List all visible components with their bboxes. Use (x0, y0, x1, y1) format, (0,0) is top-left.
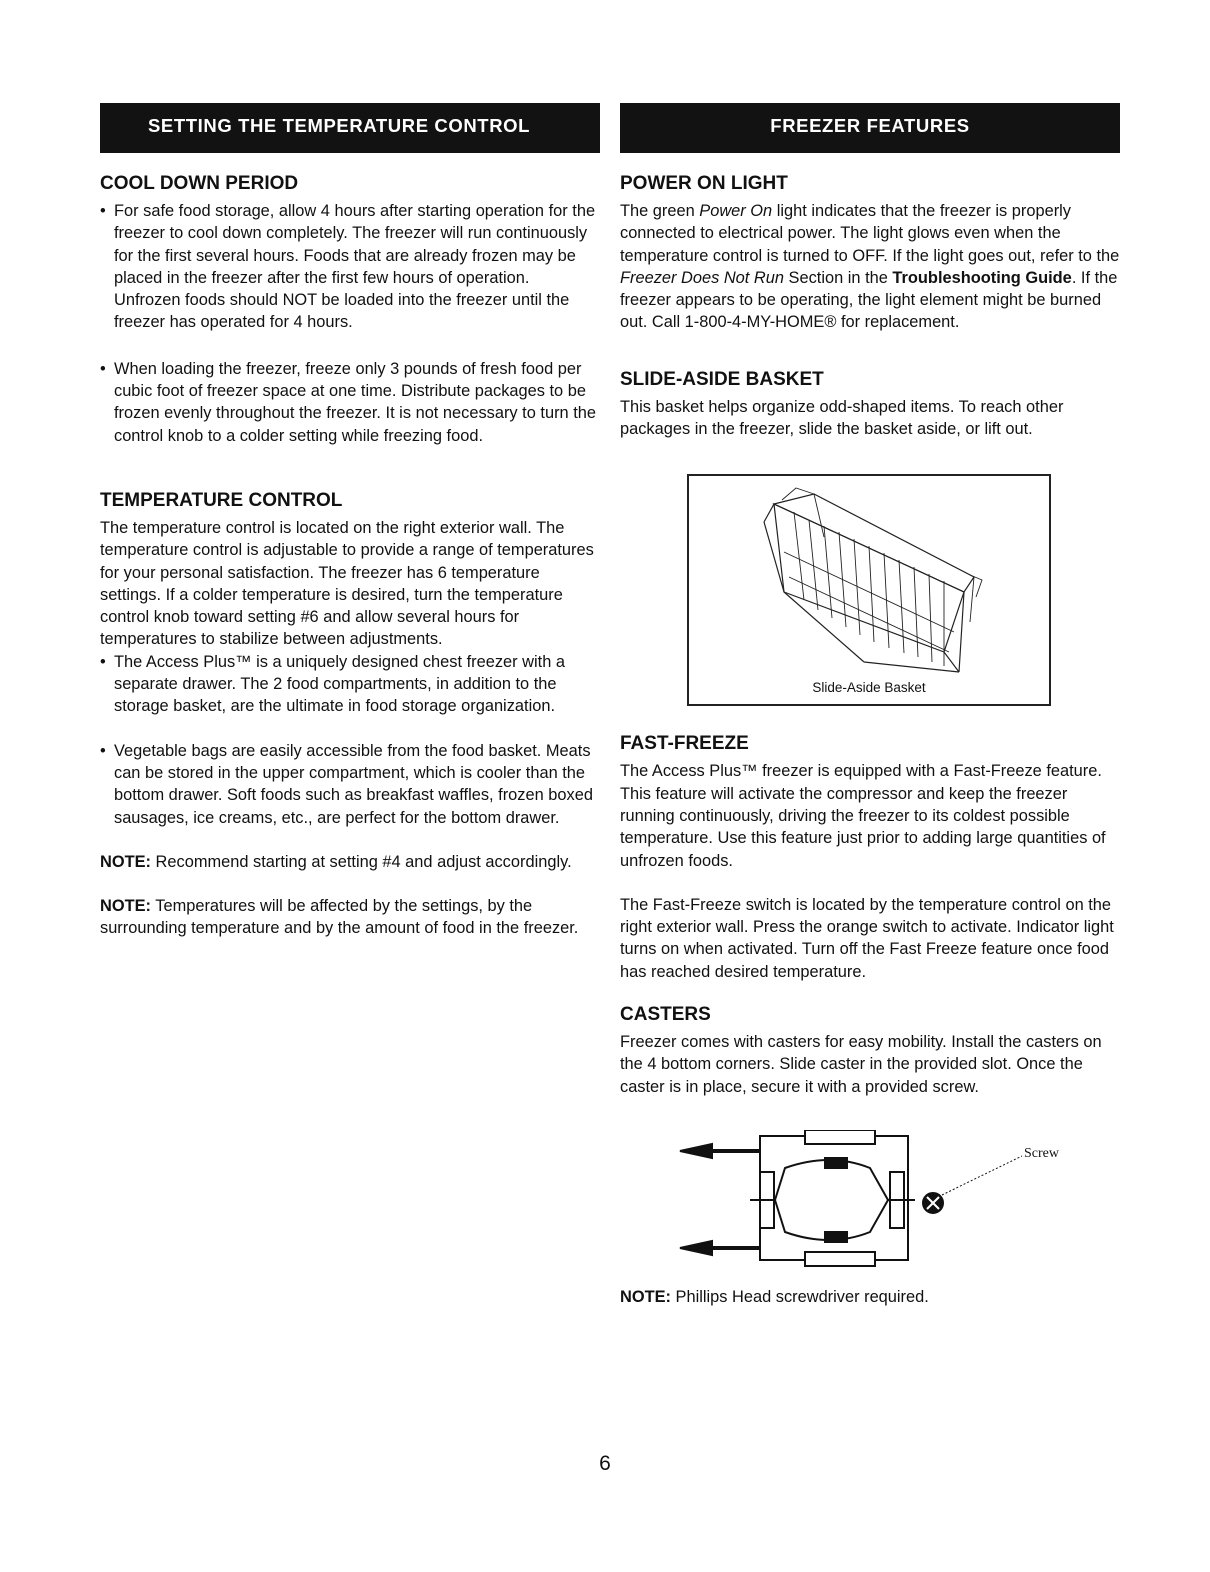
arrow-left-icon (680, 1241, 760, 1255)
fast-freeze-body-1: The Access Plus™ freezer is equipped with a Fast-Freeze feature. This feature will activate the compressor and keep the freezer running continuously, driving the freezer to its coldest possible temperature. Use this feature just prior to adding large quantities of unfrozen foods. (620, 762, 1106, 870)
basket-outline (764, 494, 974, 672)
casters-body: Freezer comes with casters for easy mobility. Install the casters on the 4 bottom corners. Slide caster in the provided slot. Once the caster is in place, secure it with a provided screw. (620, 1033, 1102, 1096)
fast-freeze-heading: FAST-FREEZE (620, 733, 749, 755)
note-label: NOTE: (100, 897, 151, 916)
screw-label: Screw (1024, 1145, 1059, 1161)
arrow-left-icon (680, 1144, 760, 1158)
casters-heading: CASTERS (620, 1004, 711, 1026)
vegetable-bags-bullet: Vegetable bags are easily accessible from the food basket. Meats can be stored in the upper compartment, which is cooler than the bottom drawer. Soft foods such as breakfast waffles, frozen boxed sausages, ice creams, etc., are perfect for the bottom drawer. (114, 741, 593, 827)
bullet-paragraph (100, 651, 600, 718)
bullet-icon: • (100, 202, 106, 220)
section-banner-freezer-features: FREEZER FEATURES (620, 103, 1120, 153)
text-italic: Power On (699, 202, 773, 220)
note-recommend-setting (100, 851, 600, 873)
note-label: NOTE: (620, 1287, 671, 1306)
screw-icon (923, 1193, 943, 1213)
right-column (620, 103, 1120, 1308)
temperature-control-body: The temperature control is located on the right exterior wall. The temperature control is adjustable to provide a range of temperatures for your personal satisfaction. The freezer has 6 temperature settings. If a colder temperature is desired, turn the temperature control knob toward setting #6 and allow several hours for temperatures to stabilize between adjustments. (100, 518, 594, 649)
cool-down-bullet-2: When loading the freezer, freeze only 3 pounds of fresh food per cubic foot of freezer space at one time. Distribute packages to be frozen evenly throughout the freezer. It is not necessary to turn the control knob to a colder setting while freezing food. (114, 359, 596, 445)
casters-section (620, 1003, 1120, 1098)
cool-down-bullet-1: For safe food storage, allow 4 hours after starting operation for the freezer to cool down completely. The freezer will run continuously for the first several hours. Foods that are already frozen may be placed in the freezer after the first few hours of operation. Unfrozen foods should NOT be loaded into the freezer until the freezer has operated for 4 hours. (114, 202, 596, 332)
text-run: Section in the (783, 268, 893, 287)
temperature-control-section (100, 489, 600, 829)
left-column (100, 103, 600, 940)
page-number: 6 (599, 1452, 611, 1475)
temperature-control-heading: TEMPERATURE CONTROL (100, 489, 343, 511)
section-banner-temperature-control: SETTING THE TEMPERATURE CONTROL (100, 103, 600, 153)
bullet-icon: • (100, 359, 106, 378)
note-temperatures-affected (100, 895, 600, 940)
fast-freeze-body-2: The Fast-Freeze switch is located by the temperature control on the right exterior wall. Press the orange switch to activate. Indicator light turns on when activated. Turn off the Fast Freeze feature once food has reached desired temperature. (620, 895, 1114, 981)
basket-illustration (744, 482, 994, 678)
note-text: Recommend starting at setting #4 and adjust accordingly. (151, 852, 572, 871)
note-text: Phillips Head screwdriver required. (671, 1287, 929, 1306)
text-bold: Troubleshooting Guide (892, 268, 1072, 287)
text-run: The green (620, 202, 700, 220)
cool-down-heading: COOL DOWN PERIOD (100, 173, 299, 194)
caster-wheel (775, 1158, 888, 1242)
note-text: Temperatures will be affected by the settings, by the surrounding temperature and by the amount of food in the freezer. (100, 897, 579, 938)
bullet-paragraph (100, 200, 600, 334)
bullet-icon: • (100, 741, 106, 760)
caster-figure (620, 1130, 1120, 1270)
slide-aside-basket-heading: SLIDE-ASIDE BASKET (620, 368, 824, 390)
power-on-light-body (620, 200, 1120, 334)
text-run: . If the freezer appears to be operating, the light element might be burned out. Call 1-800-4-MY-HOME® for replacement. (620, 268, 1118, 332)
slide-aside-basket-section (620, 368, 1120, 441)
note-screwdriver (620, 1286, 1120, 1308)
bullet-paragraph (100, 358, 600, 447)
basket-wires (782, 488, 982, 666)
text-run: light indicates that the freezer is properly connected to electrical power. The light glows even when the temperature control is turned to OFF. If the light goes out, refer to the (620, 202, 1120, 265)
bullet-paragraph (100, 740, 600, 829)
power-on-light-heading: POWER ON LIGHT (620, 173, 788, 194)
note-label: NOTE: (100, 852, 151, 871)
fast-freeze-section (620, 732, 1120, 983)
basket-caption: Slide-Aside Basket (812, 680, 926, 696)
bullet-icon: • (100, 652, 106, 671)
screw-leader-line (942, 1156, 1022, 1195)
slide-aside-basket-body: This basket helps organize odd-shaped items. To reach other packages in the freezer, slide the basket aside, or lift out. (620, 397, 1064, 439)
access-plus-bullet: The Access Plus™ is a uniquely designed chest freezer with a separate drawer. The 2 food compartments, in addition to the storage basket, are the ultimate in food storage organization. (114, 652, 565, 716)
cool-down-section (100, 172, 600, 447)
text-italic: Freezer Does Not Run (620, 268, 784, 287)
basket-figure (687, 474, 1051, 706)
power-on-light-section (620, 172, 1120, 334)
